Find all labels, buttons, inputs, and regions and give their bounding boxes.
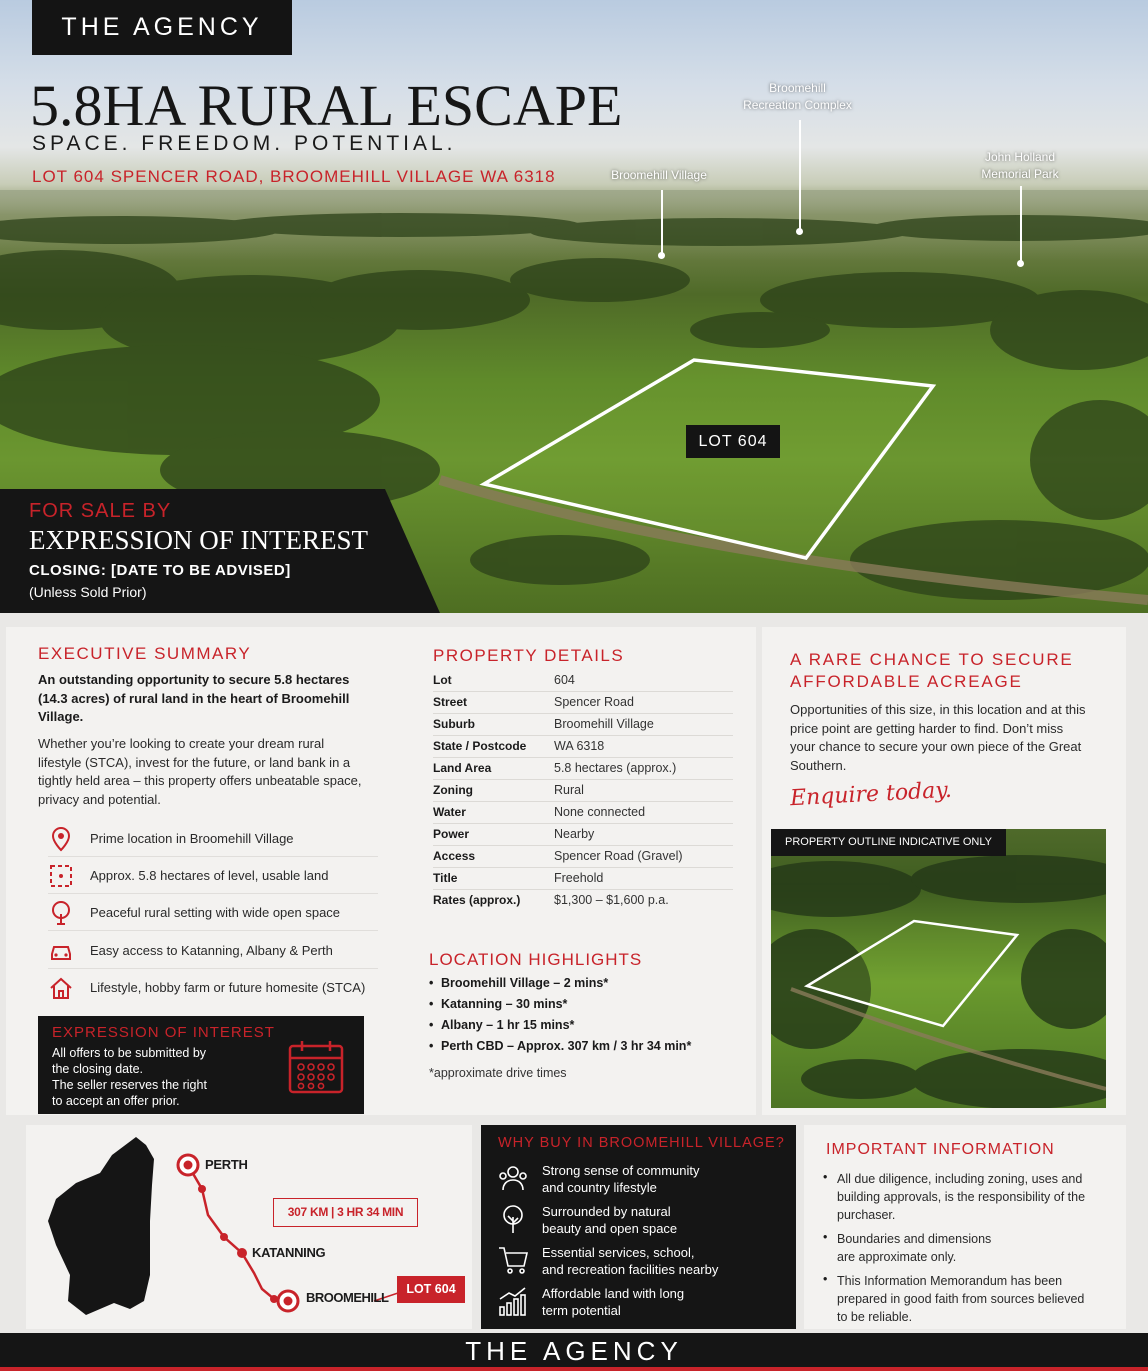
property-detail-label: Power xyxy=(433,827,470,841)
house-icon xyxy=(48,975,74,1001)
poi-memorial-park-dot xyxy=(1017,260,1024,267)
property-detail-value: $1,300 – $1,600 p.a. xyxy=(554,893,669,907)
property-detail-label: Suburb xyxy=(433,717,475,731)
property-detail-value: 604 xyxy=(554,673,575,687)
why-buy-item xyxy=(497,1244,787,1280)
calendar-icon xyxy=(286,1038,346,1096)
property-detail-row xyxy=(433,890,733,912)
why-buy-text: Surrounded by natural beauty and open space xyxy=(542,1204,678,1236)
why-buy-text: Affordable land with long term potential xyxy=(542,1286,685,1318)
tree-icon xyxy=(497,1203,529,1235)
poi-broomehill-village-label: Broomehill Village xyxy=(611,168,707,182)
property-detail-value: Rural xyxy=(554,783,584,797)
unless-sold-prior-note: (Unless Sold Prior) xyxy=(29,584,147,600)
why-buy-item xyxy=(497,1285,787,1321)
distance-badge: 307 KM | 3 HR 34 MIN xyxy=(273,1198,418,1227)
property-detail-row xyxy=(433,824,733,846)
enquire-today-signature: Enquire today. xyxy=(789,777,953,812)
executive-summary-body: Whether you’re looking to create your dream rural lifestyle (STCA), invest for the future, or land bank in a tightly held area – this property offers unbeatable space, privacy and potential. xyxy=(38,736,362,807)
location-highlight-item: Perth CBD – Approx. 307 km / 3 hr 34 min* xyxy=(441,1039,692,1053)
hero-subtitle: SPACE. FREEDOM. POTENTIAL. xyxy=(32,132,457,155)
property-detail-label: Land Area xyxy=(433,761,492,775)
rare-chance-body: Opportunities of this size, in this location and at this price point are getting harder to find. Don’t miss your chance to secure your own piece of the Great Southern. xyxy=(790,702,1086,773)
footer-bar xyxy=(0,1333,1148,1371)
for-sale-by-label: FOR SALE BY xyxy=(29,500,172,522)
property-detail-label: Street xyxy=(433,695,468,709)
why-buy-item xyxy=(497,1203,787,1239)
why-buy-heading: WHY BUY IN BROOMEHILL VILLAGE? xyxy=(498,1135,785,1151)
property-detail-label: Rates (approx.) xyxy=(433,893,521,907)
feature-row-access xyxy=(48,932,378,969)
map-label-katanning: KATANNING xyxy=(252,1245,326,1260)
property-detail-row xyxy=(433,670,733,692)
sale-method-title: EXPRESSION OF INTEREST xyxy=(29,525,369,555)
feature-row-setting xyxy=(48,894,378,931)
poi-broomehill-village-line xyxy=(661,190,663,255)
why-buy-text: Essential services, school, and recreation facilities nearby xyxy=(542,1245,719,1277)
poi-broomehill-village-dot xyxy=(658,252,665,259)
footer-accent-stripe xyxy=(0,1367,1148,1371)
feature-text: Easy access to Katanning, Albany & Perth xyxy=(90,943,333,958)
property-detail-label: Water xyxy=(433,805,466,819)
property-detail-row xyxy=(433,846,733,868)
why-buy-item xyxy=(497,1162,787,1198)
hero-title: 5.8HA RURAL ESCAPE xyxy=(30,73,623,138)
executive-summary-lead: An outstanding opportunity to secure 5.8 hectares (14.3 acres) of rural land in the heart of Broomehill Village. xyxy=(38,672,350,724)
property-detail-value: Spencer Road xyxy=(554,695,634,709)
executive-summary-heading: EXECUTIVE SUMMARY xyxy=(38,644,252,663)
property-detail-label: Access xyxy=(433,849,476,863)
important-info-item: This Information Memorandum has been prepared in good faith from sources believed to be reliable. xyxy=(837,1274,1085,1324)
why-buy-text: Strong sense of community and country lifestyle xyxy=(542,1163,700,1195)
community-icon xyxy=(497,1162,529,1194)
feature-row-location xyxy=(48,820,378,857)
property-detail-row xyxy=(433,692,733,714)
important-info-heading: IMPORTANT INFORMATION xyxy=(826,1141,1055,1158)
important-info-item: All due diligence, including zoning, uses and building approvals, is the responsibility of the purchaser. xyxy=(837,1172,1086,1222)
property-detail-row xyxy=(433,802,733,824)
property-outline-photo xyxy=(771,829,1106,1108)
feature-text: Approx. 5.8 hectares of level, usable land xyxy=(90,868,329,883)
property-detail-value: Broomehill Village xyxy=(554,717,654,731)
location-highlight-item: Broomehill Village – 2 mins* xyxy=(441,976,609,990)
poi-memorial-park-label: John Holland Memorial Park xyxy=(981,150,1059,181)
hero-address: LOT 604 SPENCER ROAD, BROOMEHILL VILLAGE WA 6318 xyxy=(32,167,556,186)
property-detail-row xyxy=(433,736,733,758)
brand-logo-text: THE AGENCY xyxy=(61,13,263,41)
poi-recreation-complex-label: Broomehill Recreation Complex xyxy=(743,81,852,112)
important-info-item: Boundaries and dimensions are approximate only. xyxy=(837,1232,992,1264)
location-highlights-list: • Broomehill Village – 2 mins* • Katanning – 30 mins* • Albany – 1 hr 15 mins* • Perth CBD – Approx. 307 km / 3 hr 34 min* xyxy=(429,976,692,1053)
brand-logo xyxy=(32,0,292,55)
property-detail-value: Nearby xyxy=(554,827,595,841)
property-detail-label: Zoning xyxy=(433,783,473,797)
property-detail-row xyxy=(433,758,733,780)
location-highlight-item: Katanning – 30 mins* xyxy=(441,997,568,1011)
property-detail-value: WA 6318 xyxy=(554,739,605,753)
poi-recreation-complex-line xyxy=(799,120,801,230)
hero-aerial-photo xyxy=(0,0,1148,613)
closing-date: CLOSING: [DATE TO BE ADVISED] xyxy=(29,562,291,579)
feature-row-land xyxy=(48,857,378,894)
feature-text: Lifestyle, hobby farm or future homesite (STCA) xyxy=(90,980,366,995)
western-australia-silhouette xyxy=(48,1137,154,1315)
property-detail-label: Title xyxy=(433,871,458,885)
property-detail-row xyxy=(433,868,733,890)
feature-row-lifestyle xyxy=(48,969,378,1006)
property-detail-value: None connected xyxy=(554,805,646,819)
poi-recreation-complex-dot xyxy=(796,228,803,235)
footer-brand-logo: THE AGENCY xyxy=(465,1336,683,1366)
lot-604-tag: LOT 604 xyxy=(686,425,780,458)
growth-chart-icon xyxy=(497,1285,529,1317)
property-detail-row xyxy=(433,714,733,736)
poi-memorial-park-line xyxy=(1020,186,1022,262)
map-lot-tag: LOT 604 xyxy=(397,1276,465,1303)
eoi-text: All offers to be submitted by the closing date. The seller reserves the right to accept an offer prior. xyxy=(52,1046,207,1108)
shopping-cart-icon xyxy=(497,1244,529,1276)
feature-text: Peaceful rural setting with wide open space xyxy=(90,905,341,920)
property-details-heading: PROPERTY DETAILS xyxy=(433,646,625,665)
eoi-box xyxy=(38,1016,364,1114)
feature-text: Prime location in Broomehill Village xyxy=(90,831,294,846)
aerial-thumbnail xyxy=(771,829,1106,1108)
location-pin-icon xyxy=(48,826,74,852)
eoi-heading: EXPRESSION OF INTEREST xyxy=(52,1024,275,1041)
map-label-broomehill: BROOMEHILL xyxy=(306,1290,389,1305)
photo-caption: PROPERTY OUTLINE INDICATIVE ONLY xyxy=(771,829,1006,856)
car-icon xyxy=(48,938,74,964)
property-detail-value: Freehold xyxy=(554,871,604,885)
map-label-perth: PERTH xyxy=(205,1157,248,1172)
property-detail-value: Spencer Road (Gravel) xyxy=(554,849,683,863)
land-area-icon xyxy=(48,863,74,889)
tree-icon xyxy=(48,900,74,926)
property-detail-row xyxy=(433,780,733,802)
property-detail-label: State / Postcode xyxy=(433,739,527,753)
drive-times-footnote: *approximate drive times xyxy=(429,1066,567,1080)
location-highlights-heading: LOCATION HIGHLIGHTS xyxy=(429,950,643,969)
property-detail-label: Lot xyxy=(433,673,452,687)
rare-chance-heading: A RARE CHANCE TO SECURE AFFORDABLE ACREAGE xyxy=(790,650,1074,691)
location-highlight-item: Albany – 1 hr 15 mins* xyxy=(441,1018,575,1032)
property-detail-value: 5.8 hectares (approx.) xyxy=(554,761,677,775)
